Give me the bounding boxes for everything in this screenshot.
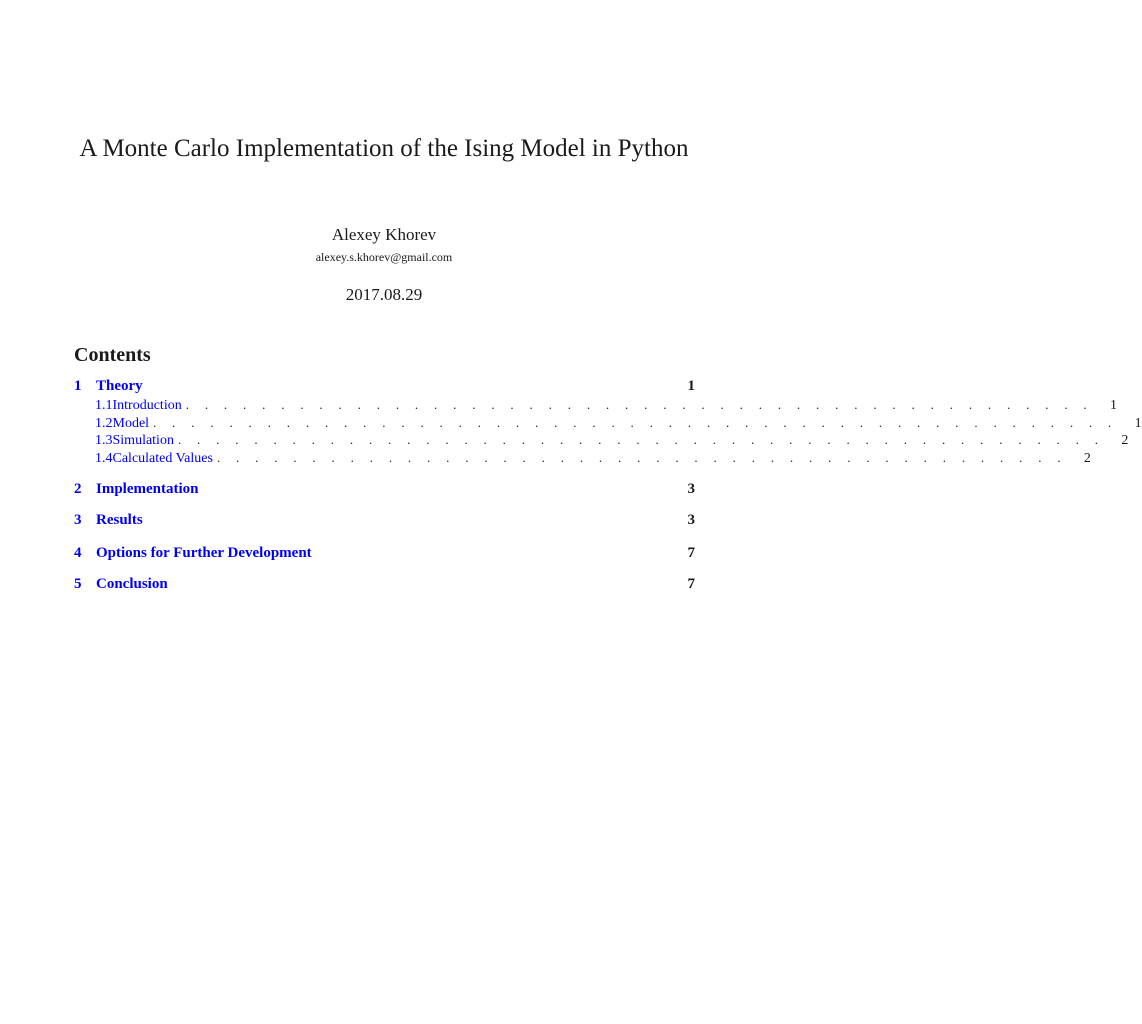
toc-entry-page[interactable]: 2 xyxy=(1121,433,1129,448)
toc-entry-label[interactable]: Model xyxy=(112,416,150,431)
toc-dot-leader: . . . . . . . . . . . . . . . . . . . . . . . . . . . . . . . . . . . . . . . . . . . . . . . . . . . xyxy=(153,415,1118,430)
document-date: 2017.08.29 xyxy=(345,285,423,304)
toc-entry-simulation[interactable] xyxy=(74,432,1129,452)
toc-entry-number[interactable]: 1.1 xyxy=(95,398,113,413)
toc-entry-conclusion[interactable] xyxy=(74,576,695,596)
toc-entry-number[interactable]: 2 xyxy=(74,481,82,497)
toc-dot-leader: . . . . . . . . . . . . . . . . . . . . . . . . . . . . . . . . . . . . . . . . . . . . . . . . . xyxy=(177,432,1105,447)
toc-entry-number[interactable]: 5 xyxy=(74,576,82,592)
toc-entry-label[interactable]: Results xyxy=(96,512,143,528)
contents-heading: Contents xyxy=(74,344,151,366)
toc-entry-number[interactable]: 1.2 xyxy=(95,416,113,431)
toc-entry-label[interactable]: Theory xyxy=(96,378,143,394)
toc-entry-number[interactable]: 3 xyxy=(74,512,82,528)
toc-entry-number[interactable]: 1.4 xyxy=(95,451,113,466)
toc-entry-theory[interactable] xyxy=(74,378,695,398)
toc-entry-page[interactable]: 2 xyxy=(1083,451,1091,466)
toc-entry-label[interactable]: Calculated Values xyxy=(112,451,213,466)
toc-entry-label[interactable]: Simulation xyxy=(112,433,174,448)
toc-entry-implementation[interactable] xyxy=(74,481,695,501)
toc-entry-page[interactable]: 7 xyxy=(687,576,695,592)
author-name: Alexey Khorev xyxy=(331,225,437,244)
toc-entry-page[interactable]: 7 xyxy=(687,545,695,561)
toc-entry-page[interactable]: 1 xyxy=(1109,398,1117,413)
toc-entry-label[interactable]: Options for Further Development xyxy=(96,545,312,561)
toc-entry-page[interactable]: 3 xyxy=(687,481,695,497)
toc-entry-number[interactable]: 4 xyxy=(74,545,82,561)
author-email: alexey.s.khorev@gmail.com xyxy=(315,250,453,264)
toc-entry-label[interactable]: Introduction xyxy=(112,398,182,413)
toc-entry-calculated-values[interactable] xyxy=(74,450,1091,470)
toc-entry-page[interactable]: 3 xyxy=(687,512,695,528)
toc-entry-page[interactable]: 1 xyxy=(687,378,695,394)
toc-entry-page[interactable]: 1 xyxy=(1134,416,1142,431)
toc-entry-introduction[interactable] xyxy=(74,397,1117,417)
toc-entry-label[interactable]: Implementation xyxy=(96,481,199,497)
toc-entry-label[interactable]: Conclusion xyxy=(96,576,168,592)
toc-entry-number[interactable]: 1.3 xyxy=(95,433,113,448)
document-title: A Monte Carlo Implementation of the Ising Model in Python xyxy=(79,135,689,162)
toc-dot-leader: . . . . . . . . . . . . . . . . . . . . . . . . . . . . . . . . . . . . . . . . . . . . . . . . xyxy=(185,397,1093,412)
toc-entry-number[interactable]: 1 xyxy=(74,378,82,394)
toc-dot-leader: . . . . . . . . . . . . . . . . . . . . . . . . . . . . . . . . . . . . . . . . . . . . . xyxy=(216,450,1067,465)
toc-entry-results[interactable] xyxy=(74,512,695,532)
toc-entry-options-further-development[interactable] xyxy=(74,545,695,565)
